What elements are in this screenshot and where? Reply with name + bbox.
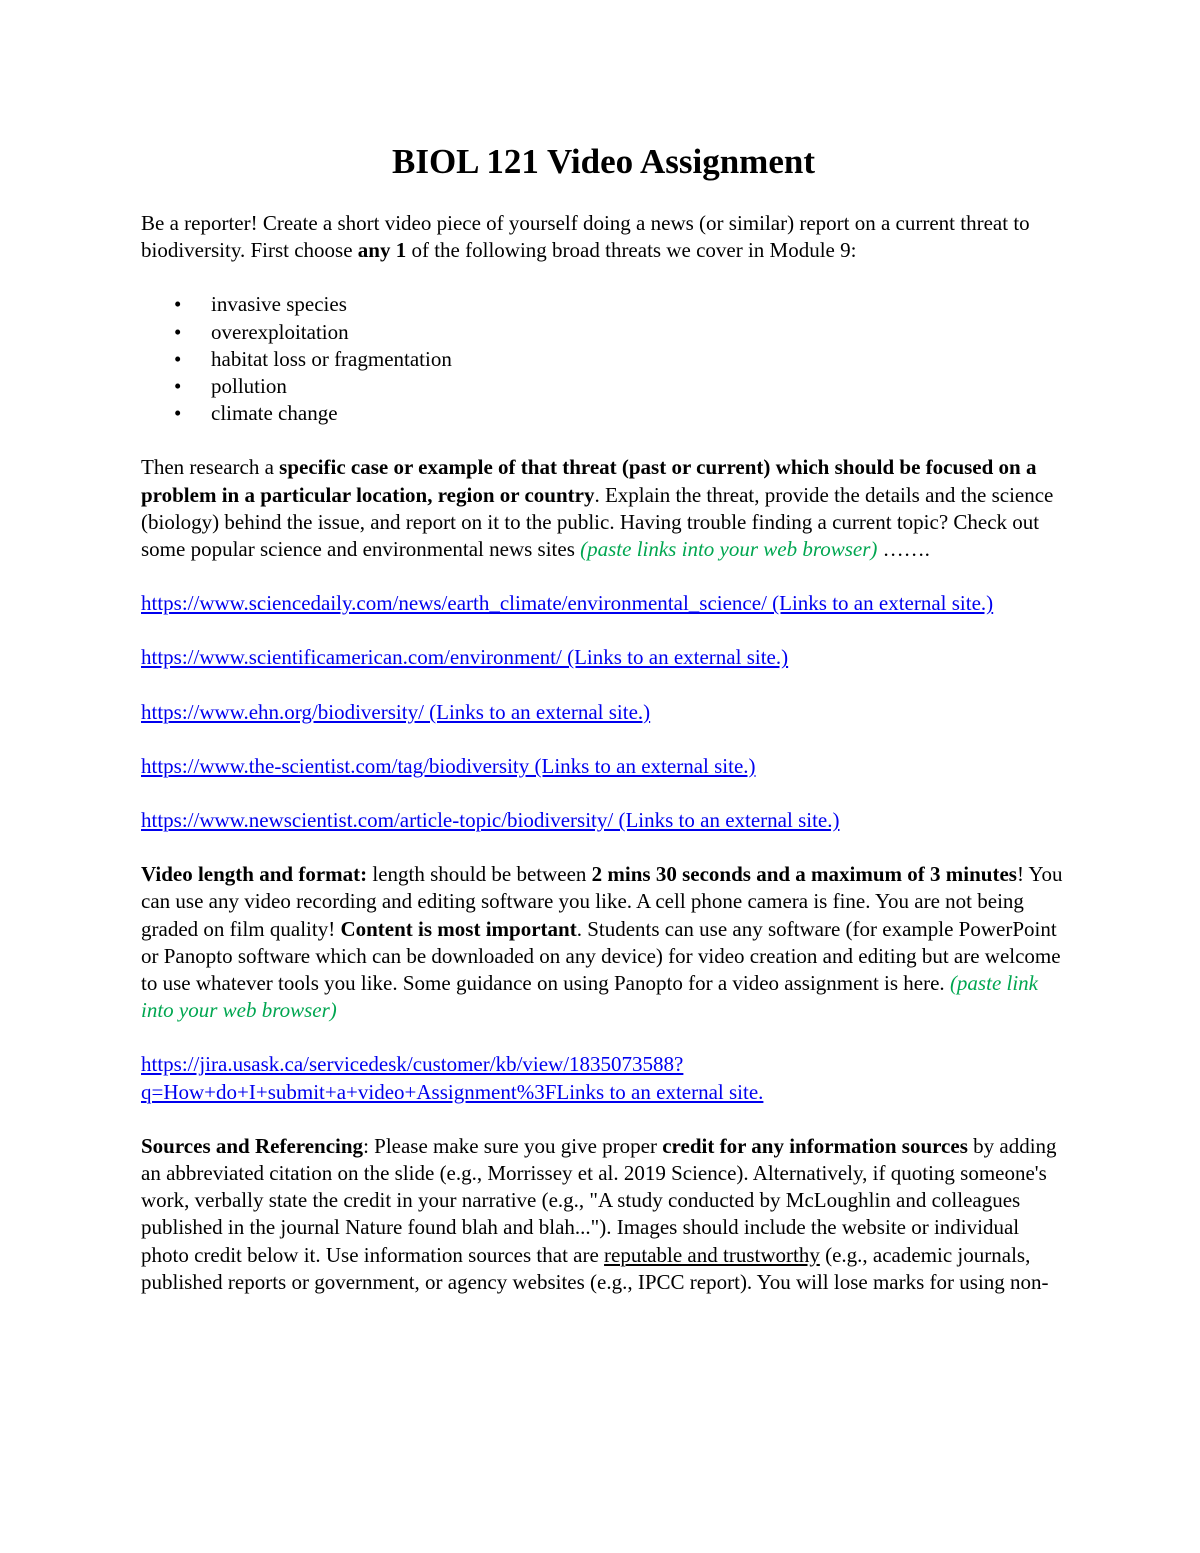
research-note: (paste links into your web browser) — [580, 537, 878, 562]
link-paragraph — [141, 807, 1066, 834]
video-note: (paste link into your web browser) — [141, 971, 1038, 1023]
sources-text: : Please make sure you give proper — [363, 1133, 663, 1158]
intro-bold: any 1 — [357, 238, 407, 263]
research-text-2: . Explain the threat, provide the details and the science (biology) behind the issue, and report on it to the public. Having trouble finding a current topic? Check out some popular science and environmental news sites — [141, 482, 1054, 562]
video-text: length should be between — [367, 862, 592, 887]
video-text-3: . Students can use any software (for example PowerPoint or Panopto software which can be downloaded on any device) for video creation and editing but are welcome to use whatever tools you like. Some guidance on using Panopto for a video assignment is here. — [141, 916, 1061, 996]
page-title: BIOL 121 Video Assignment — [391, 142, 815, 181]
jira-link[interactable]: https://jira.usask.ca/servicedesk/customer/kb/view/1835073588?q=How+do+I+submit+a+video+Assignment%3FLinks to an external site. — [141, 1052, 764, 1104]
research-paragraph — [141, 454, 1066, 563]
research-ellipsis: ……. — [877, 537, 930, 562]
document-body — [141, 140, 1066, 1323]
video-heading: Video length and format: — [141, 862, 368, 887]
newscientist-link[interactable]: https://www.newscientist.com/article-topic/biodiversity/ (Links to an external site.) — [141, 808, 840, 833]
sources-text-3: (e.g., academic journals, published reports or government, or agency websites (e.g., IPCC report). You will lose marks for using non- — [141, 1242, 1049, 1294]
intro-paragraph — [141, 210, 1066, 264]
link-paragraph — [141, 1051, 1066, 1105]
link-paragraph — [141, 590, 1066, 617]
sciencedaily-link[interactable]: https://www.sciencedaily.com/news/earth_climate/environmental_science/ (Links to an external site.) — [141, 591, 994, 616]
sources-text-2: by adding an abbreviated citation on the slide (e.g., Morrissey et al. 2019 Science). Alternatively, if quoting someone's work, verbally state the credit in your narrative (e.g., "A study conducted by McLoughlin and colleagues published in the journal Nature found blah and blah..."). Images should include the website or individual photo credit below it. Use information sources that are — [141, 1133, 1057, 1267]
scientificamerican-link[interactable]: https://www.scientificamerican.com/environment/ (Links to an external site.) — [141, 645, 789, 670]
threats-list — [141, 291, 1066, 427]
link-paragraph — [141, 753, 1066, 780]
list-item: • pollution — [211, 373, 1066, 400]
intro-text: Be a reporter! Create a short video piece of yourself doing a news (or similar) report on a current threat to biodiversity. First choose — [141, 211, 1030, 263]
video-length-bold: 2 mins 30 seconds and a maximum of 3 minutes — [591, 862, 1017, 887]
list-item: • climate change — [211, 400, 1066, 427]
sources-underline: reputable and trustworthy — [604, 1242, 820, 1267]
list-item: • invasive species — [211, 291, 1066, 318]
sources-bold: credit for any information sources — [662, 1133, 968, 1158]
list-item: • habitat loss or fragmentation — [211, 346, 1066, 373]
ehn-link[interactable]: https://www.ehn.org/biodiversity/ (Links to an external site.) — [141, 699, 651, 724]
link-paragraph — [141, 699, 1066, 726]
research-bold: specific case or example of that threat (past or current) which should be focused on a problem in a particular location, region or country — [141, 455, 1037, 507]
video-paragraph — [141, 861, 1066, 1024]
sources-heading: Sources and Referencing — [141, 1133, 364, 1158]
intro-text-2: of the following broad threats we cover in Module 9: — [406, 238, 857, 263]
content-important-bold: Content is most important — [340, 916, 577, 941]
sources-paragraph — [141, 1133, 1066, 1296]
video-text-2: ! You can use any video recording and editing software you like. A cell phone camera is fine. You are not being graded on film quality! — [141, 862, 1063, 941]
list-item: • overexploitation — [211, 319, 1066, 346]
the-scientist-link[interactable]: https://www.the-scientist.com/tag/biodiversity (Links to an external site.) — [141, 753, 756, 778]
research-text: Then research a — [141, 455, 280, 480]
link-paragraph — [141, 644, 1066, 671]
